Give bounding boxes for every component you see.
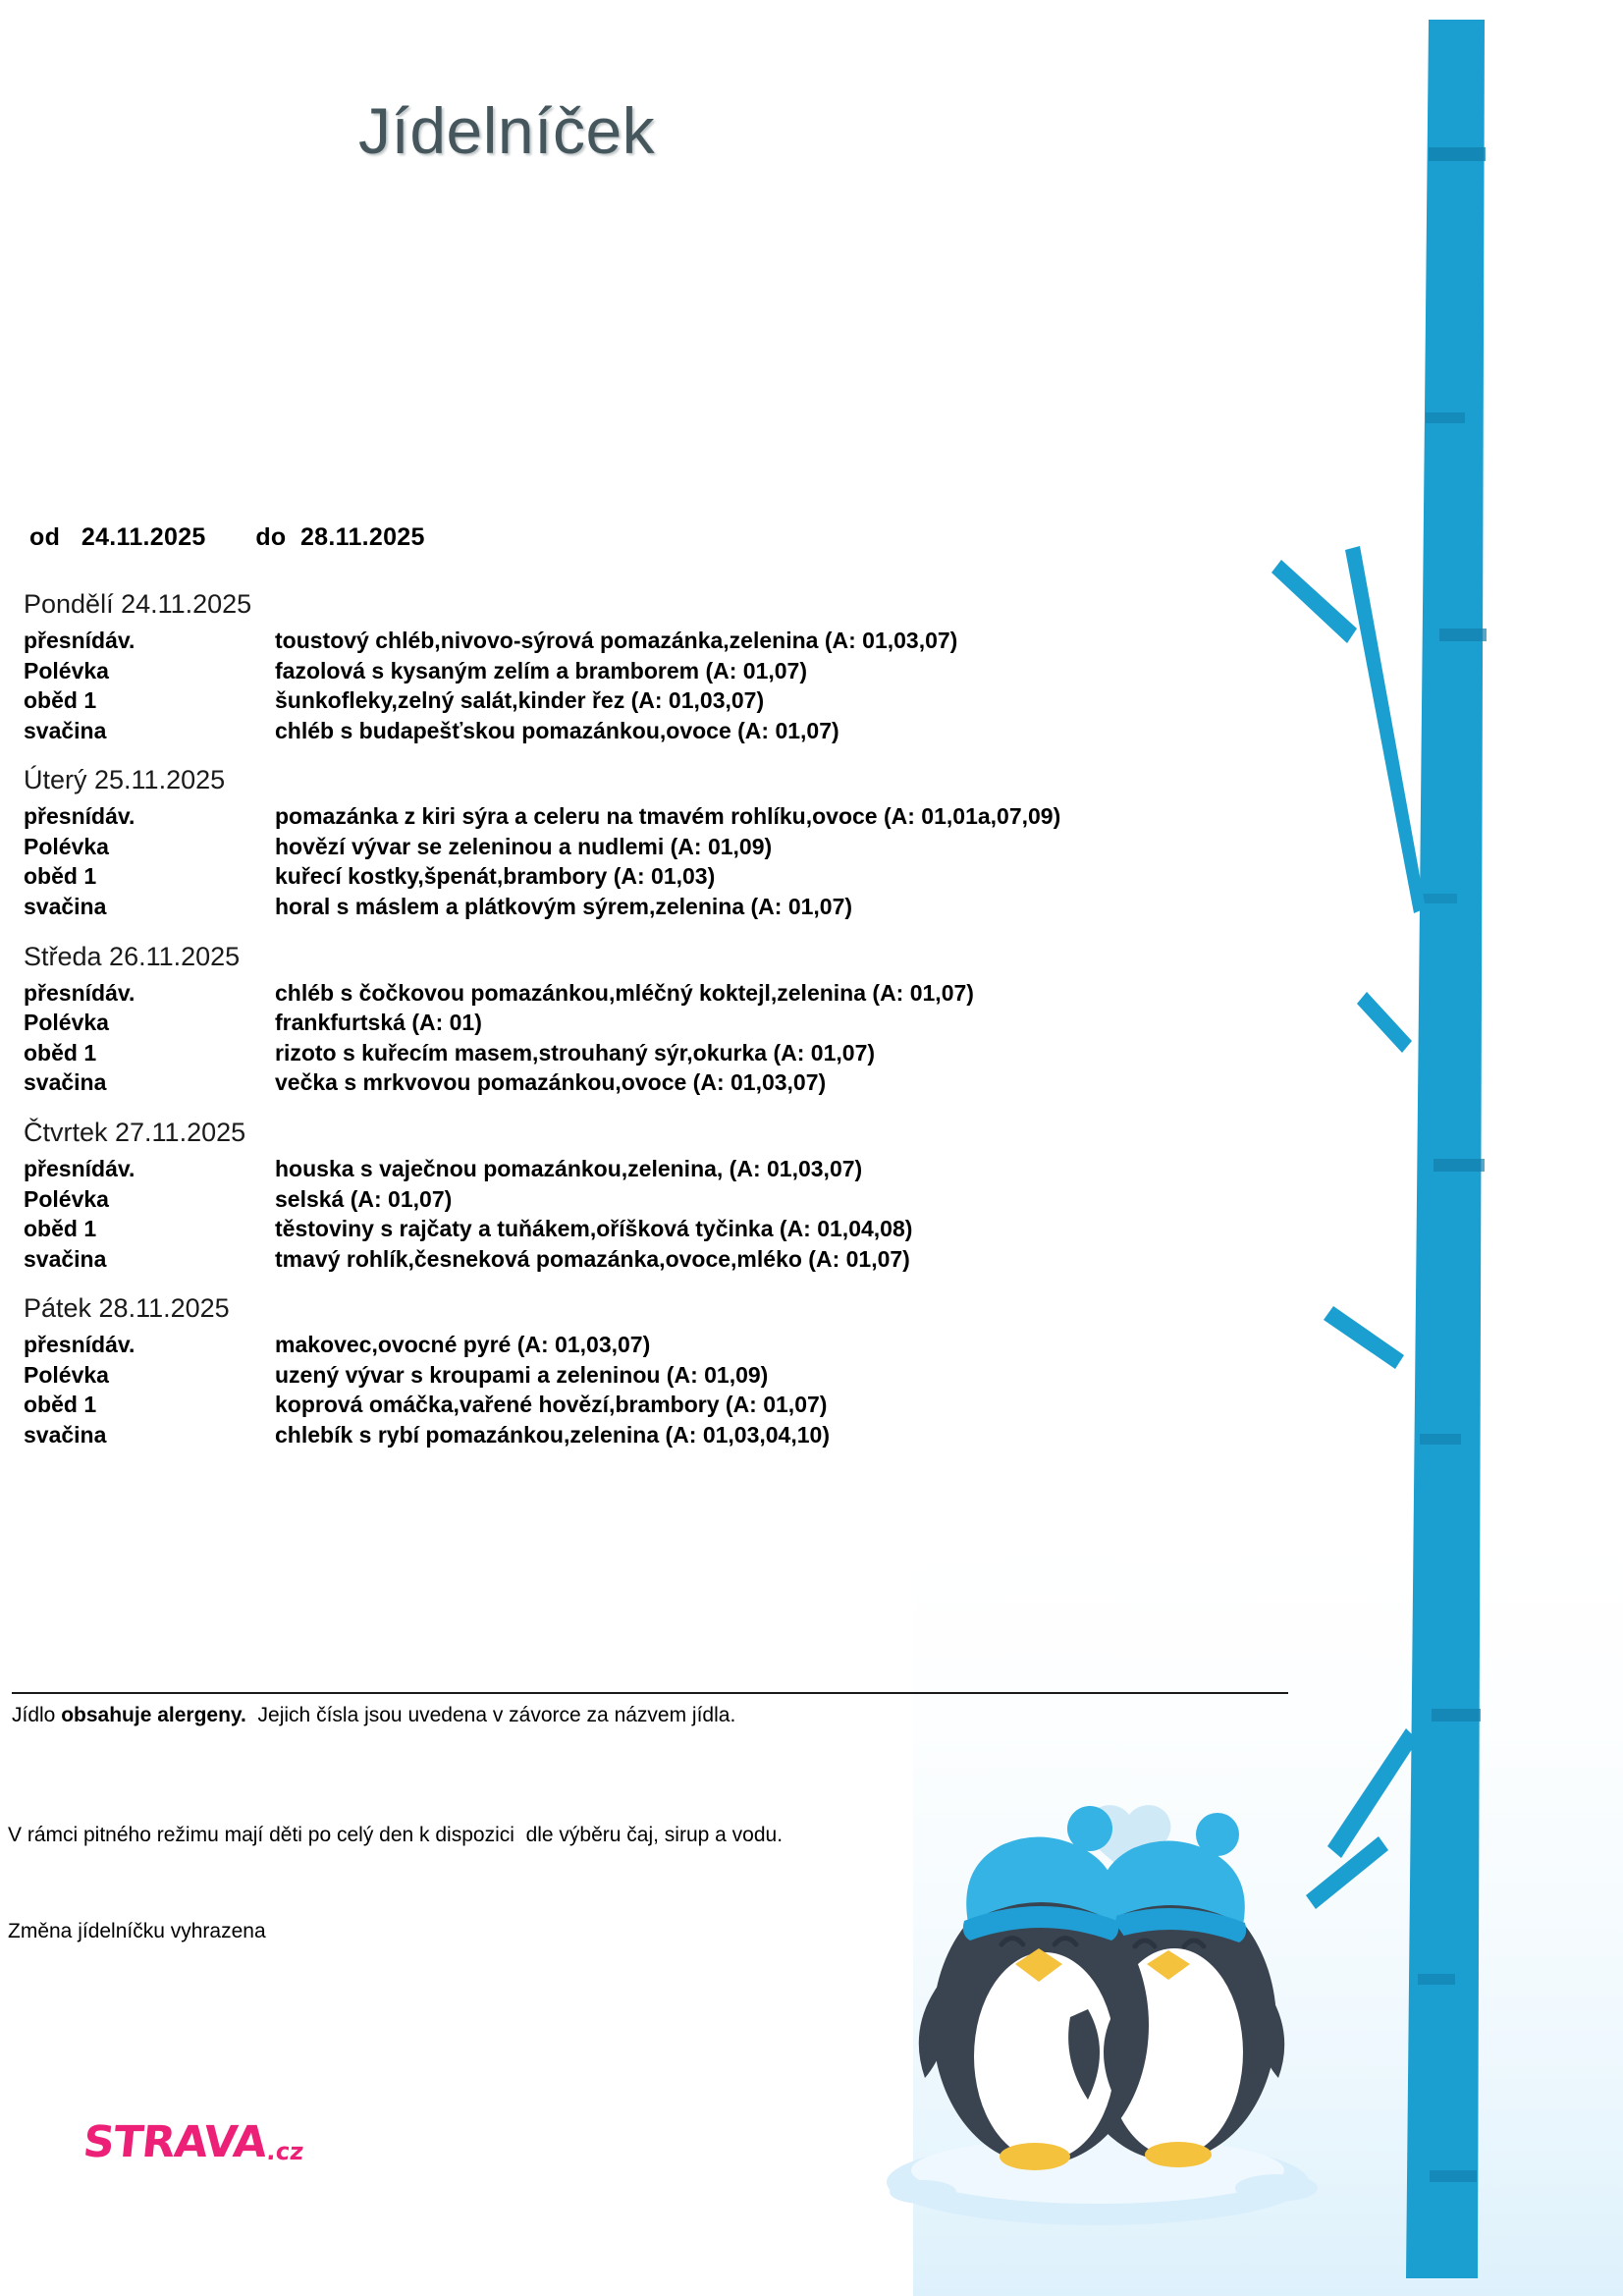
- meal-description: makovec,ovocné pyré (A: 01,03,07): [275, 1332, 651, 1358]
- meal-description: toustový chléb,nivovo-sýrová pomazánka,zelenina (A: 01,03,07): [275, 628, 958, 653]
- day-heading: Čtvrtek 27.11.2025: [24, 1117, 246, 1147]
- heart-icon: [1088, 1805, 1171, 1874]
- meal-label: oběd 1: [24, 863, 97, 890]
- meal-label: přesnídáv.: [24, 979, 135, 1006]
- meal-description: koprová omáčka,vařené hovězí,brambory (A: 01,07): [275, 1392, 828, 1418]
- menu-row: [12, 1214, 1327, 1244]
- menu-row: [12, 1184, 1327, 1215]
- meal-label: Polévka: [24, 1010, 109, 1036]
- menu-day: [12, 1118, 1327, 1274]
- allergens-note-bold: obsahuje alergeny.: [61, 1704, 246, 1726]
- day-heading: Pátek 28.11.2025: [24, 1293, 230, 1324]
- menu-row: [12, 861, 1327, 892]
- day-heading: Úterý 25.11.2025: [24, 765, 226, 795]
- meal-label: Polévka: [24, 1361, 109, 1388]
- menu-row: [12, 1154, 1327, 1184]
- meal-label: Polévka: [24, 833, 109, 859]
- spacer: [12, 928, 1327, 942]
- meal-label: přesnídáv.: [24, 628, 135, 653]
- meal-description: těstoviny s rajčaty a tuňákem,oříšková tyčinka (A: 01,04,08): [275, 1216, 913, 1242]
- day-heading: Pondělí 24.11.2025: [24, 589, 252, 619]
- birch-trunk-icon: [1406, 20, 1487, 2278]
- strava-logo-text: STRAVA: [81, 2117, 269, 2167]
- meal-description: fazolová s kysaným zelím a bramborem (A: 01,07): [275, 657, 807, 683]
- meal-description: kuřecí kostky,špenát,brambory (A: 01,03): [275, 863, 716, 890]
- meal-description: selská (A: 01,07): [275, 1185, 453, 1212]
- meal-description: pomazánka z kiri sýra a celeru na tmavém rohlíku,ovoce (A: 01,01a,07,09): [275, 803, 1061, 830]
- drinking-regime-note: V rámci pitného režimu mají děti po celý den k dispozici dle výběru čaj, sirup a vodu.: [8, 1824, 784, 1846]
- meal-description: houska s vaječnou pomazánkou,zelenina, (A: 01,03,07): [275, 1155, 863, 1181]
- menu-row: [12, 1244, 1327, 1275]
- meal-label: přesnídáv.: [24, 803, 135, 830]
- meal-description: rizoto s kuřecím masem,strouhaný sýr,okurka (A: 01,07): [275, 1039, 876, 1066]
- page-title: Jídelníček: [358, 94, 656, 167]
- spacer: [12, 1280, 1327, 1293]
- footer-divider: [12, 1692, 1288, 1694]
- menu-row: [12, 716, 1327, 746]
- menu-day: [12, 589, 1327, 745]
- menu-row: [12, 656, 1327, 686]
- spacer: [12, 751, 1327, 765]
- meal-description: horal s máslem a plátkovým sýrem,zelenina (A: 01,07): [275, 894, 853, 920]
- meal-description: frankfurtská (A: 01): [275, 1010, 482, 1036]
- menu-change-note: Změna jídelníčku vyhrazena: [8, 1920, 266, 1942]
- meal-description: šunkofleky,zelný salát,kinder řez (A: 01,03,07): [275, 687, 765, 714]
- meal-description: tmavý rohlík,česneková pomazánka,ovoce,mléko (A: 01,07): [275, 1245, 910, 1272]
- meal-label: oběd 1: [24, 1216, 97, 1242]
- menu-row: [12, 1008, 1327, 1038]
- menu-row: [12, 1360, 1327, 1391]
- menu-day: [12, 942, 1327, 1098]
- meal-description: večka s mrkvovou pomazánkou,ovoce (A: 01,03,07): [275, 1069, 827, 1096]
- meal-label: oběd 1: [24, 1039, 97, 1066]
- meal-description: uzený vývar s kroupami a zeleninou (A: 01,09): [275, 1361, 769, 1388]
- meal-description: chléb s budapešťskou pomazánkou,ovoce (A: 01,07): [275, 717, 839, 743]
- menu-row: [12, 801, 1327, 832]
- menu-row: [12, 1330, 1327, 1360]
- day-heading: Středa 26.11.2025: [24, 941, 241, 971]
- meal-description: hovězí vývar se zeleninou a nudlemi (A: 01,09): [275, 833, 773, 859]
- meal-description: chléb s čočkovou pomazánkou,mléčný koktejl,zelenina (A: 01,07): [275, 979, 974, 1006]
- meal-label: svačina: [24, 894, 107, 920]
- menu-row: [12, 1420, 1327, 1450]
- meal-label: svačina: [24, 1245, 107, 1272]
- menu-row: [12, 1067, 1327, 1098]
- meal-label: přesnídáv.: [24, 1332, 135, 1358]
- menu-row: [12, 685, 1327, 716]
- meal-label: Polévka: [24, 657, 109, 683]
- menu-day: [12, 1293, 1327, 1449]
- penguin-pair-icon: [919, 1806, 1284, 2170]
- allergens-note-suffix: Jejich čísla jsou uvedena v závorce za názvem jídla.: [245, 1704, 736, 1726]
- strava-logo-suffix: .cz: [265, 2138, 305, 2165]
- menu-row: [12, 626, 1327, 656]
- menu-row: [12, 1038, 1327, 1068]
- meal-label: oběd 1: [24, 1392, 97, 1418]
- menu-row: [12, 1390, 1327, 1420]
- menu-row: [12, 832, 1327, 862]
- menu-day: [12, 765, 1327, 921]
- menu-row: [12, 892, 1327, 922]
- meal-description: chlebík s rybí pomazánkou,zelenina (A: 01,03,04,10): [275, 1421, 830, 1448]
- meal-label: svačina: [24, 717, 107, 743]
- meal-label: oběd 1: [24, 687, 97, 714]
- meal-label: Polévka: [24, 1185, 109, 1212]
- strava-logo: [81, 2117, 307, 2167]
- menu-row: [12, 978, 1327, 1009]
- meal-label: přesnídáv.: [24, 1155, 135, 1181]
- allergens-note: [12, 1704, 735, 1727]
- meal-label: svačina: [24, 1421, 107, 1448]
- meal-label: svačina: [24, 1069, 107, 1096]
- allergens-note-prefix: Jídlo: [12, 1704, 62, 1726]
- ice-floe-icon: [887, 2137, 1318, 2225]
- spacer: [12, 1104, 1327, 1118]
- weekly-menu: [12, 589, 1327, 1456]
- date-range: od 24.11.2025 do 28.11.2025: [29, 523, 425, 551]
